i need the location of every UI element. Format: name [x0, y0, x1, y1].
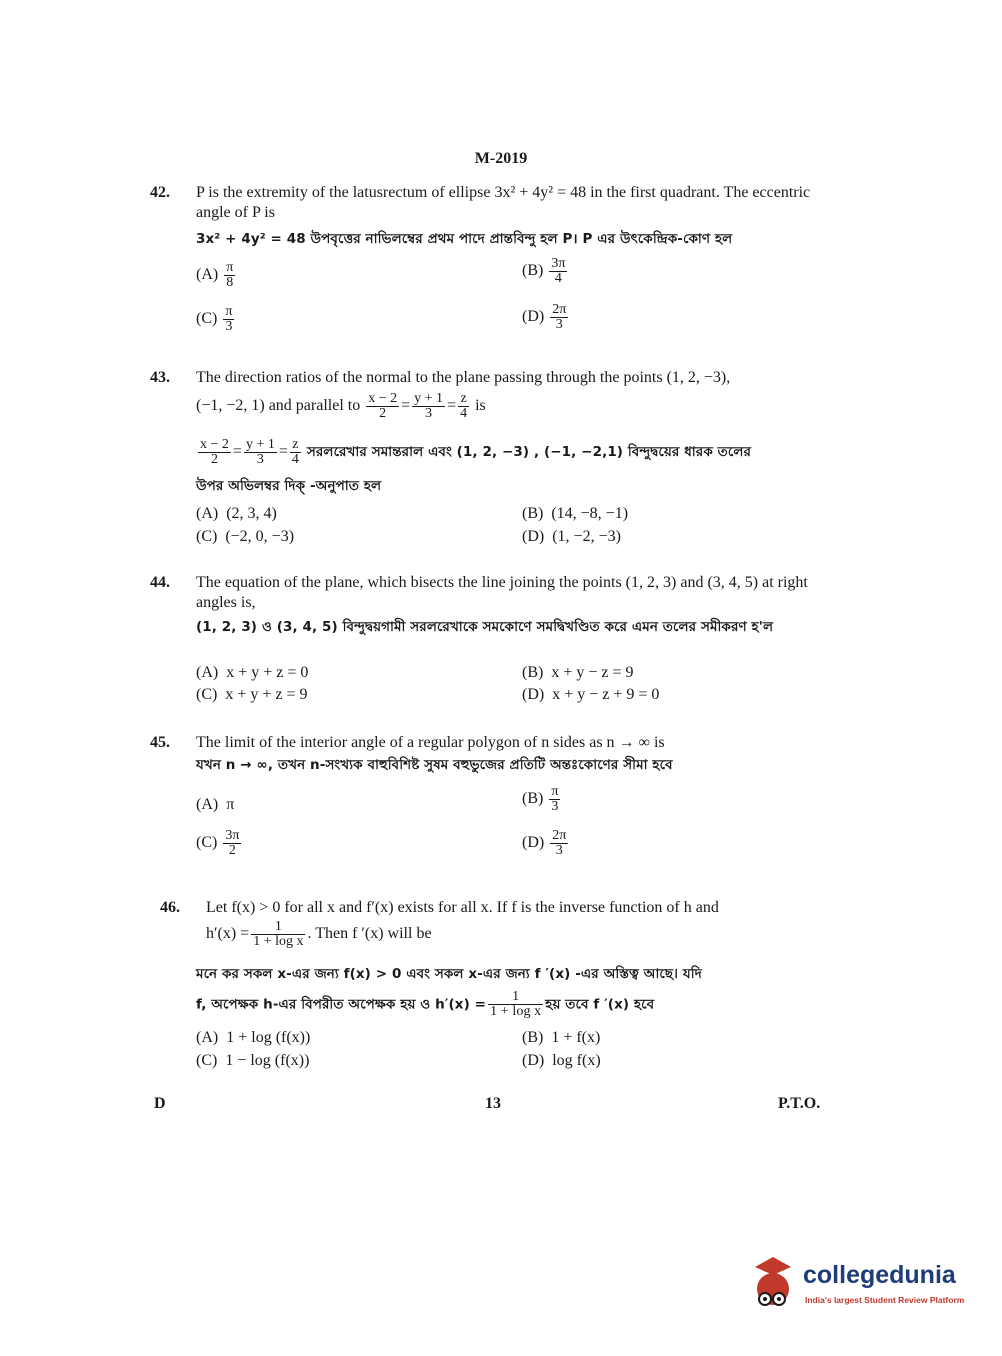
option-b: (B) $\frac{\pi}{3}$	[522, 784, 559, 814]
footer-set-code: D	[154, 1095, 166, 1112]
question-number: 44.	[150, 574, 170, 591]
question-44	[150, 573, 830, 708]
question-text-bn: যখন n → ∞, তখন n-সংখ্যক বাহুবিশিষ্ট সুষম বহুভুজের প্রতিটি অন্তঃকোণের সীমা হবে	[196, 757, 673, 773]
question-text-bn-line2: f, অপেক্ষক h-এর বিপরীত অপেক্ষক হয় ও h′(x) = $\frac{1}{\text{1 + log x}}$ হয় তবে f ′(x) হবে	[196, 989, 655, 1019]
option-d: (D) $\frac{2\pi}{3}$	[522, 828, 567, 858]
option-b: (B) $\frac{3\pi}{4}$	[522, 256, 566, 286]
option-c: (C) 1 − log (f(x))	[196, 1052, 310, 1069]
question-46	[160, 898, 832, 1078]
question-number: 43.	[150, 369, 170, 386]
option-d: (D) $\frac{2\pi}{3}$	[522, 302, 567, 332]
question-text-bn-line1: $\frac{x - 2}{2}$ = $\frac{y + 1}{3}$ = $\frac{z}{4}$ সরলরেখার সমান্তরাল এবং (1, 2, −3) , (−1, −2,1) বিন্দুদ্বয়ের ধারক তলের	[200, 437, 752, 467]
paper-code: M-2019	[474, 150, 528, 167]
option-a: (A) 1 + log (f(x))	[196, 1029, 311, 1046]
question-text-en: The equation of the plane, which bisects the line joining the points (1, 2, 3) and (3, 4, 5) at right angles is,	[196, 574, 808, 611]
option-c: (C) $\frac{3\pi}{2}$	[196, 828, 240, 858]
option-d: (D) x + y − z + 9 = 0	[522, 686, 660, 703]
question-text-bn-line1: মনে কর সকল x-এর জন্য f(x) > 0 এবং সকল x-এর জন্য f ′(x) -এর অস্তিত্ব আছে। যদি	[196, 966, 702, 982]
question-42	[150, 183, 830, 343]
option-a: (A) $\frac{\pi}{8}$	[196, 260, 234, 290]
question-text-en: P is the extremity of the latusrectum of ellipse 3x² + 4y² = 48 in the first quadrant. The eccentric angle of P is	[196, 184, 811, 221]
footer-pto: P.T.O.	[778, 1095, 821, 1112]
mascot-icon	[745, 1255, 801, 1315]
question-number: 45.	[150, 734, 170, 751]
question-text-bn: (1, 2, 3) ও (3, 4, 5) বিন্দুদ্বয়গামী সরলরেখাকে সমকোণে সমদ্বিখণ্ডিত করে এমন তলের সমীকরণ হ'ল	[196, 619, 774, 635]
logo-tagline: India's largest Student Review Platform	[805, 1295, 965, 1305]
question-text-bn: 3x² + 4y² = 48 উপবৃত্তের নাভিলম্বের প্রথম পাদে প্রান্তবিন্দু হল P। P এর উৎকেন্দ্রিক-কোণ হল	[196, 231, 733, 247]
question-43	[150, 368, 830, 548]
question-text-en-line2: h′(x) = $\frac{1}{\text{1 + log x}}$ . Then f ′(x) will be	[206, 919, 432, 949]
option-d: (D) log f(x)	[522, 1052, 601, 1069]
option-b: (B) 1 + f(x)	[522, 1029, 601, 1046]
option-a: (A) x + y + z = 0	[196, 664, 309, 681]
option-a: (A) π	[196, 796, 235, 813]
question-text-en-line1: Let f(x) > 0 for all x and f′(x) exists for all x. If f is the inverse function of h and	[206, 899, 719, 916]
question-text-en-line1: The direction ratios of the normal to the plane passing through the points (1, 2, −3),	[196, 369, 731, 386]
logo-wordmark: collegedunia	[803, 1261, 956, 1289]
question-text-bn-line2: উপর অভিলম্বর দিক্ -অনুপাত হল	[196, 478, 382, 494]
option-a: (A) (2, 3, 4)	[196, 505, 277, 522]
collegedunia-logo	[745, 1255, 975, 1315]
option-c: (C) x + y + z = 9	[196, 686, 308, 703]
option-b: (B) (14, −8, −1)	[522, 505, 629, 522]
question-text-en-line2: (−1, −2, 1) and parallel to $\frac{x - 2}{2}$ = $\frac{y + 1}{3}$ = $\frac{z}{4}$ is	[196, 391, 486, 421]
option-b: (B) x + y − z = 9	[522, 664, 634, 681]
option-d: (D) (1, −2, −3)	[522, 528, 621, 545]
footer-page-number: 13	[485, 1095, 501, 1112]
question-number: 42.	[150, 184, 170, 201]
question-number: 46.	[160, 899, 180, 916]
question-45	[150, 733, 830, 873]
question-text-en: The limit of the interior angle of a regular polygon of n sides as n → ∞ is	[196, 734, 665, 751]
option-c: (C) $\frac{\pi}{3}$	[196, 304, 233, 334]
option-c: (C) (−2, 0, −3)	[196, 528, 295, 545]
